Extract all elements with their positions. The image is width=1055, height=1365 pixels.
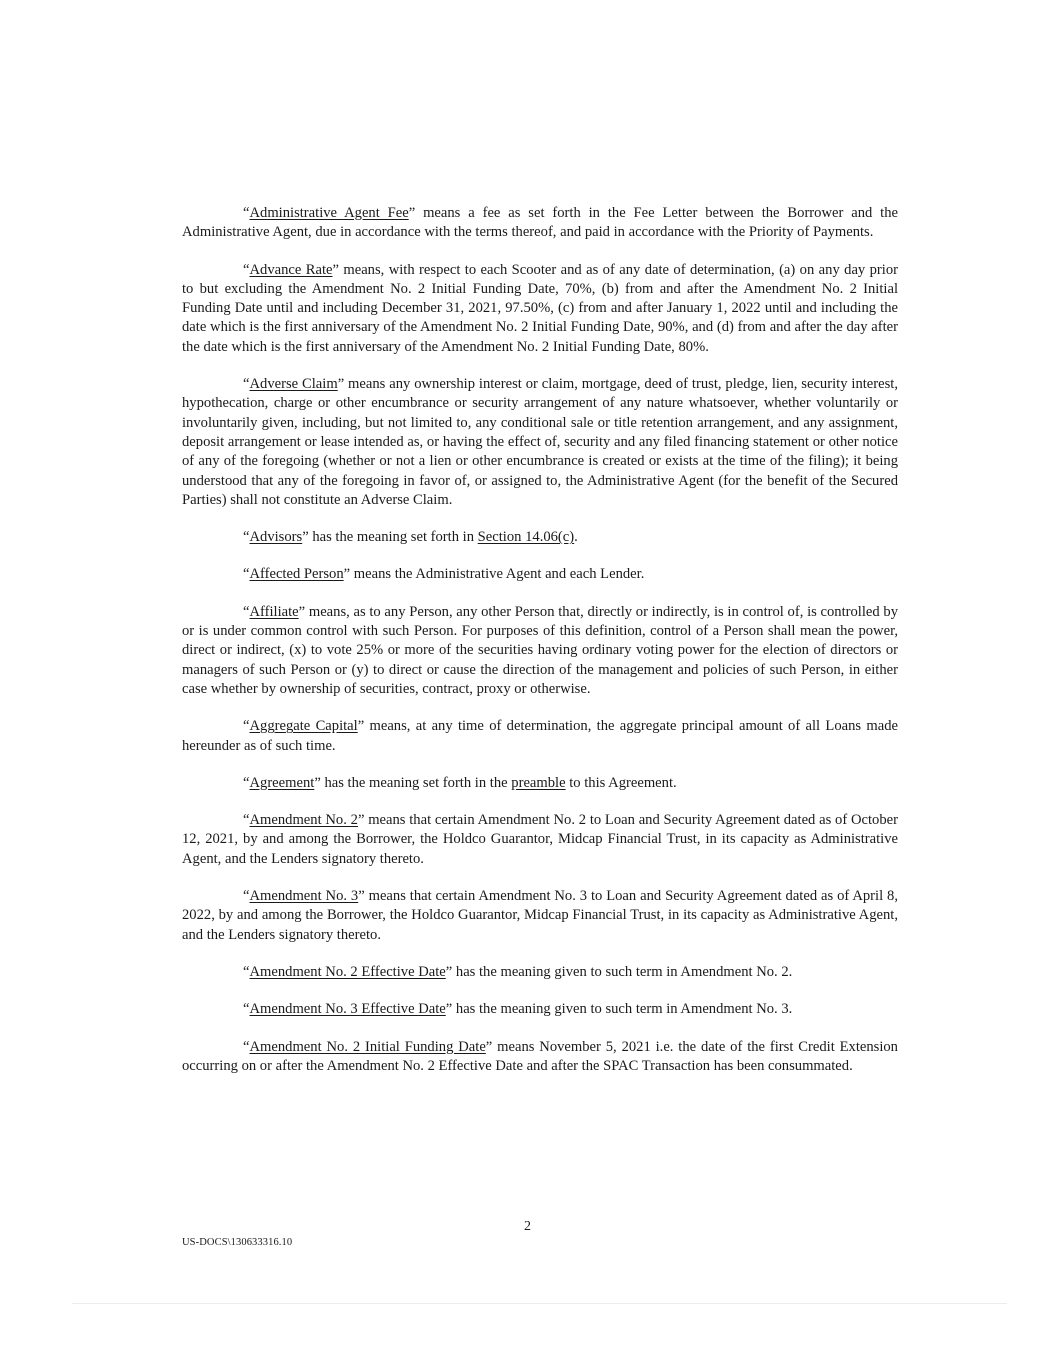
open-quote: “ xyxy=(243,261,250,278)
definition-text: ” means, with respect to each Scooter and as of any date of determination, (a) on any day prior to but excluding the Amendment No. 2 Initial Funding Date, 70%, (b) from and after the Amendment No. 2 Initial Funding Date until and including December 31, 2021, 97.50%, (c) from and after January 1, 2022 until and including the date which is the first anniversary of the Amendment No. 2 Initial Funding Date, 90%, and (d) from and after the day after the date which is the first anniversary of the Amendment No. 2 Initial Funding Date, 80%. xyxy=(182,261,898,355)
definition-amendment-no-3-effective-date xyxy=(182,1000,898,1019)
defined-term: Advisors xyxy=(249,529,303,546)
cross-reference: preamble xyxy=(511,774,566,791)
definition-aggregate-capital xyxy=(182,717,898,756)
definition-text-tail: to this Agreement. xyxy=(565,774,677,791)
definition-text: ” has the meaning given to such term in Amendment No. 2. xyxy=(445,963,793,980)
open-quote: “ xyxy=(243,529,250,546)
definition-text: ” means any ownership interest or claim, mortgage, deed of trust, pledge, lien, security interest, hypothecation, charge or other encumbrance or security arrangement of any nature whatsoever, whether voluntarily or involuntarily given, including, but not limited to, any conditional sale or title retention arrangement, and any assignment, deposit arrangement or lease intended as, or having the effect of, security and any filed financing statement or other notice of any of the foregoing (whether or not a lien or other encumbrance is created or exists at the time of the filing); it being understood that any of the foregoing in favor of, or assigned to, the Administrative Agent (for the benefit of the Secured Parties) shall not constitute an Adverse Claim. xyxy=(182,376,898,508)
defined-term: Agreement xyxy=(249,774,315,791)
defined-term: Advance Rate xyxy=(249,261,333,278)
definition-text: ” means, as to any Person, any other Person that, directly or indirectly, is in control of, is controlled by or is under common control with such Person. For purposes of this definition, control of a Person shall mean the power, direct or indirect, (x) to vote 25% or more of the securities having ordinary voting power for the election of directors or managers of such Person or (y) to direct or cause the direction of the management and policies of such Person, in either case whether by ownership of securities, contract, proxy or otherwise. xyxy=(182,603,898,697)
definition-text: ” means that certain Amendment No. 3 to Loan and Security Agreement dated as of April 8, 2022, by and among the Borrower, the Holdco Guarantor, Midcap Financial Trust, in its capacity as Administrative Agent, and the Lenders signatory thereto. xyxy=(182,888,898,943)
defined-term: Administrative Agent Fee xyxy=(249,205,409,221)
defined-term: Amendment No. 2 Initial Funding Date xyxy=(249,1038,486,1055)
open-quote: “ xyxy=(243,205,250,221)
definition-amendment-no-2-effective-date xyxy=(182,963,898,982)
definition-advisors xyxy=(182,528,898,547)
definition-text: ” means a fee as set forth in the Fee Letter between the Borrower and the Administrative Agent, due in accordance with the terms thereof, and paid in accordance with the Priority of Payments. xyxy=(182,205,898,241)
definition-text: ” means, at any time of determination, the aggregate principal amount of all Loans made hereunder as of such time. xyxy=(182,718,898,754)
page-number: 2 xyxy=(524,1219,531,1234)
defined-term: Adverse Claim xyxy=(249,376,338,393)
open-quote: “ xyxy=(243,774,250,791)
defined-term: Amendment No. 3 Effective Date xyxy=(249,1001,446,1018)
definition-text: ” has the meaning set forth in the xyxy=(314,774,512,791)
defined-term: Amendment No. 2 xyxy=(249,812,358,829)
open-quote: “ xyxy=(243,1001,250,1018)
document-id: US-DOCS\130633316.10 xyxy=(182,1237,293,1248)
defined-term: Amendment No. 3 xyxy=(249,888,359,905)
open-quote: “ xyxy=(243,376,250,393)
open-quote: “ xyxy=(243,566,250,583)
definition-affiliate xyxy=(182,603,898,699)
definition-text: ” means November 5, 2021 i.e. the date of the first Credit Extension occurring on or after the Amendment No. 2 Effective Date and after the SPAC Transaction has been consummated. xyxy=(182,1038,898,1074)
open-quote: “ xyxy=(243,812,250,829)
definition-text-tail: . xyxy=(574,529,578,546)
open-quote: “ xyxy=(243,603,250,620)
definition-administrative-agent-fee xyxy=(182,204,898,243)
definition-agreement xyxy=(182,774,898,793)
definition-text: ” means that certain Amendment No. 2 to Loan and Security Agreement dated as of October 12, 2021, by and among the Borrower, the Holdco Guarantor, Midcap Financial Trust, in its capacity as Administrative Agent, and the Lenders signatory thereto. xyxy=(182,812,898,867)
defined-term: Affiliate xyxy=(249,603,299,620)
definition-text: ” means the Administrative Agent and each Lender. xyxy=(343,566,645,583)
definition-amendment-no-3 xyxy=(182,887,898,945)
definition-text: ” has the meaning set forth in xyxy=(302,529,478,546)
definition-affected-person xyxy=(182,565,898,584)
document-body xyxy=(182,204,898,1094)
defined-term: Amendment No. 2 Effective Date xyxy=(249,963,446,980)
defined-term: Affected Person xyxy=(249,566,344,583)
definition-advance-rate xyxy=(182,261,898,357)
open-quote: “ xyxy=(243,718,250,735)
definition-amendment-no-2-initial-funding-date xyxy=(182,1038,898,1077)
open-quote: “ xyxy=(243,963,250,980)
definition-adverse-claim xyxy=(182,375,898,510)
defined-term: Aggregate Capital xyxy=(249,718,358,735)
cross-reference: Section 14.06(c) xyxy=(477,529,575,546)
page-bottom-edge xyxy=(72,1303,1007,1304)
definition-text: ” has the meaning given to such term in Amendment No. 3. xyxy=(445,1001,793,1018)
open-quote: “ xyxy=(243,1038,250,1055)
open-quote: “ xyxy=(243,888,250,905)
definition-amendment-no-2 xyxy=(182,811,898,869)
